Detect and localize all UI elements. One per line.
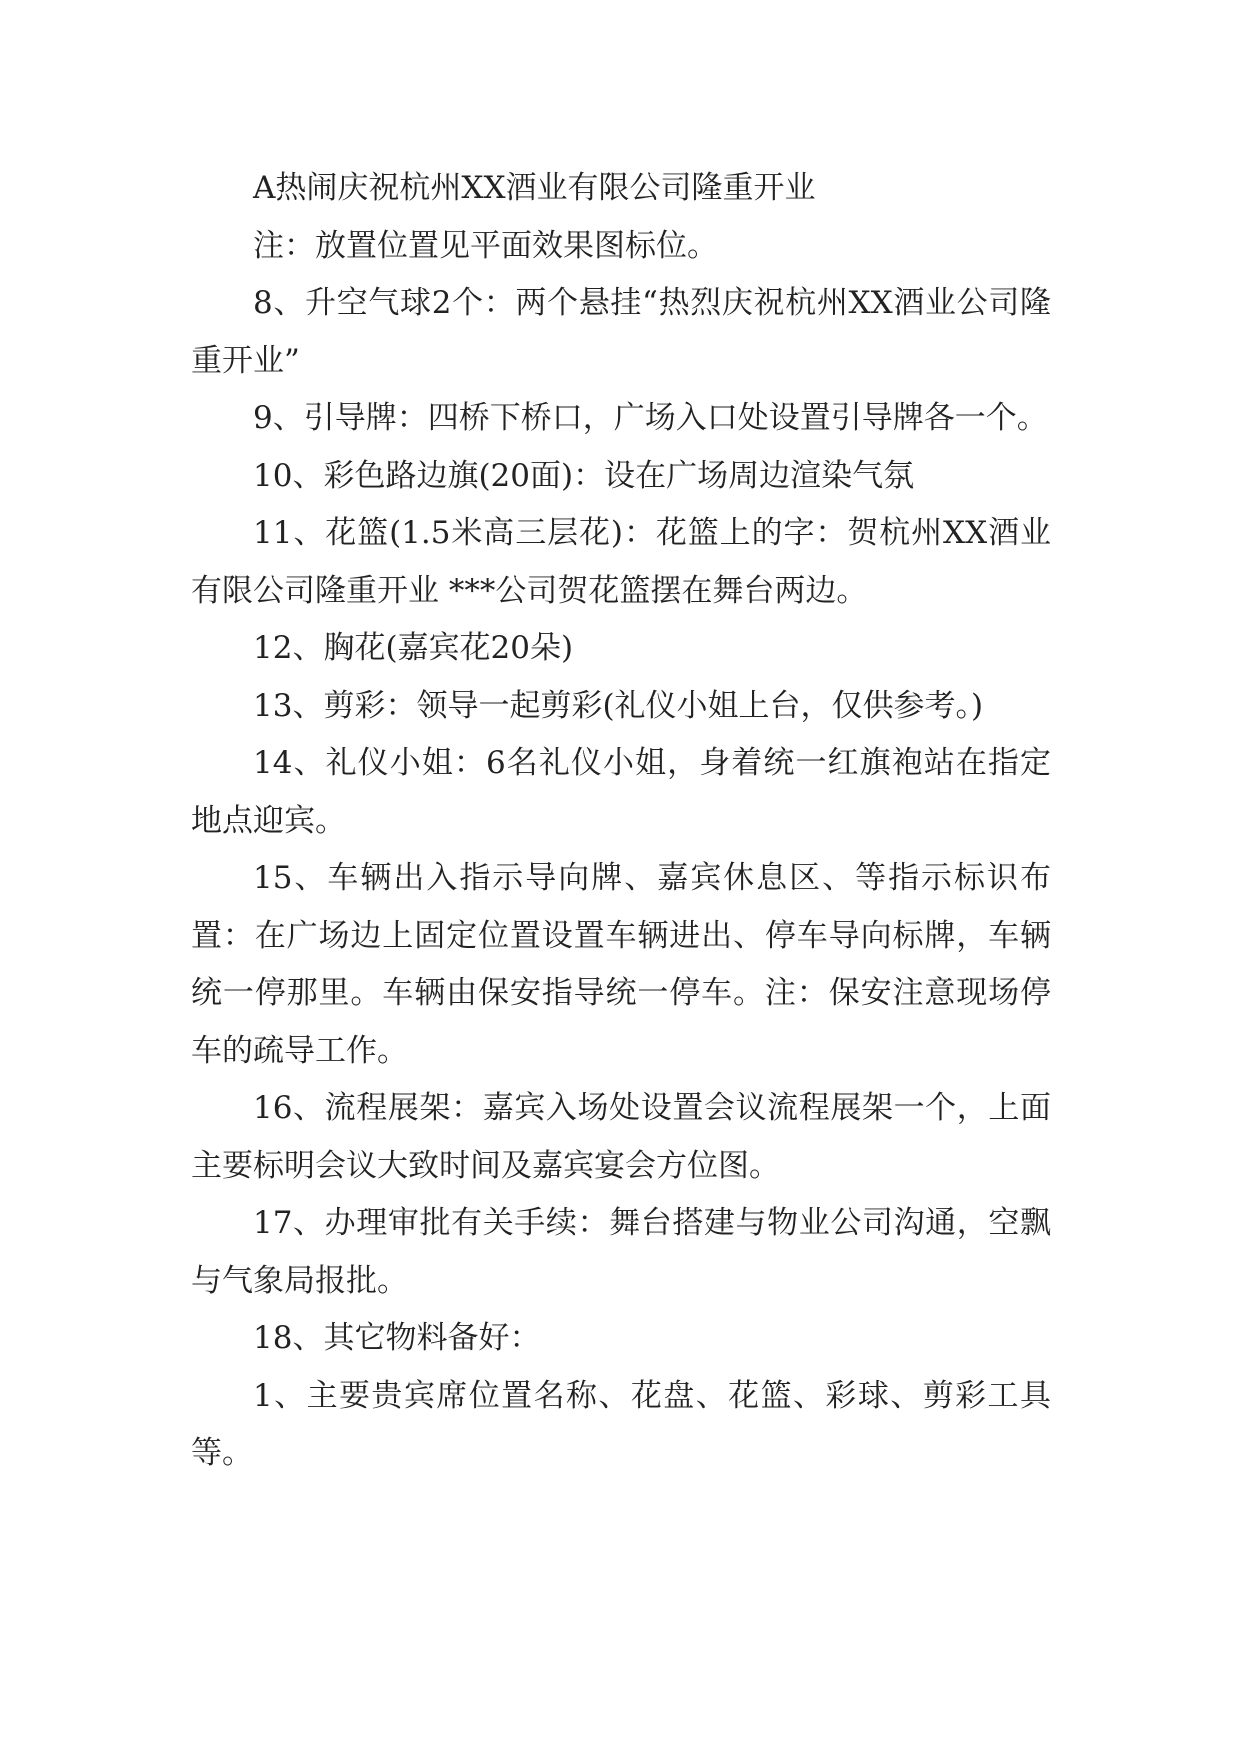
paragraph-subitem-1-vip-seating: 1、主要贵宾席位置名称、花盘、花篮、彩球、剪彩工具等。 bbox=[191, 1377, 1051, 1471]
paragraph-item-17-approvals: 17、办理审批有关手续：舞台搭建与物业公司沟通，空飘与气象局报批。 bbox=[191, 1205, 1051, 1299]
document-body bbox=[191, 160, 1051, 1483]
paragraph-item-10-roadside-flags: 10、彩色路边旗(20面)：设在广场周边渲染气氛 bbox=[253, 457, 915, 494]
paragraph-item-9-guide-signs: 9、引导牌：四桥下桥口，广场入口处设置引导牌各一个。 bbox=[253, 400, 1048, 436]
paragraph-item-16-process-display: 16、流程展架：嘉宾入场处设置会议流程展架一个，上面主要标明会议大致时间及嘉宾宴会方位图。 bbox=[191, 1090, 1051, 1184]
paragraph-item-18-other-materials: 18、其它物料备好： bbox=[253, 1320, 541, 1356]
paragraph-placement-note: 注：放置位置见平面效果图标位。 bbox=[253, 227, 718, 264]
paragraph-item-15-vehicle-signs: 15、车辆出入指示导向牌、嘉宾休息区、等指示标识布置：在广场边上固定位置设置车辆进出、停车导向标牌，车辆统一停那里。车辆由保安指导统一停车。注：保安注意现场停车的疏导工作。 bbox=[191, 860, 1051, 1069]
paragraph-opening-banner: A热闹庆祝杭州XX酒业有限公司隆重开业 bbox=[253, 170, 816, 206]
paragraph-item-8-balloons: 8、升空气球2个：两个悬挂“热烈庆祝杭州XX酒业公司隆重开业” bbox=[191, 285, 1051, 379]
paragraph-item-13-ribbon-cutting: 13、剪彩：领导一起剪彩(礼仪小姐上台，仅供参考。) bbox=[253, 687, 984, 724]
paragraph-item-11-flower-baskets: 11、花篮(1.5米高三层花)：花篮上的字：贺杭州XX酒业有限公司隆重开业 ***公司贺花篮摆在舞台两边。 bbox=[191, 515, 1051, 609]
paragraph-item-12-corsages: 12、胸花(嘉宾花20朵) bbox=[253, 630, 574, 666]
paragraph-item-14-hostesses: 14、礼仪小姐：6名礼仪小姐，身着统一红旗袍站在指定地点迎宾。 bbox=[191, 745, 1051, 839]
